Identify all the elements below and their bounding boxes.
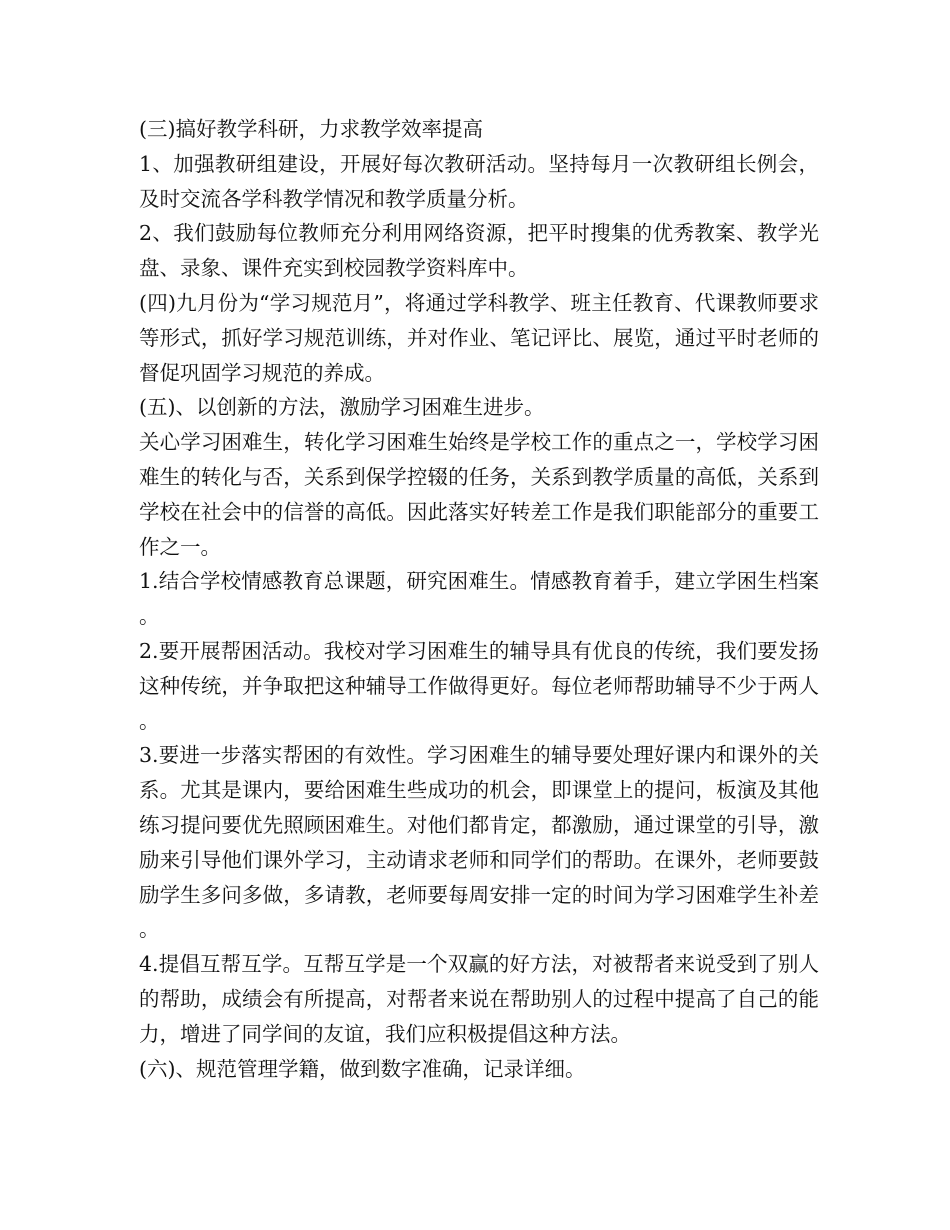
paragraph-item-1: 1、加强教研组建设，开展好每次教研活动。坚持每月一次教研组长例会，及时交流各学科教学情况和教学质量分析。 (139, 151, 819, 211)
section-heading-5: (五)、以创新的方法，激励学习困难生进步。 (139, 395, 545, 420)
section-heading-3: (三)搞好教学科研，力求教学效率提高 (139, 117, 483, 141)
paragraph-intro: 关心学习困难生，转化学习困难生始终是学校工作的重点之一，学校学习困难生的转化与否，关系到保学控辍的任务，关系到教学质量的高低，关系到学校在社会中的信誉的高低。因此落实好转差工作是我们职能部分的重要工作之一。 (139, 430, 819, 559)
paragraph-point-1: 1.结合学校情感教育总课题，研究困难生。情感教育着手，建立学困生档案。 (139, 569, 819, 629)
section-heading-4: (四)九月份为“学习规范月”，将通过学科教学、班主任教育、代课教师要求等形式，抓好学习规范训练，并对作业、笔记评比、展览，通过平时老师的督促巩固学习规范的养成。 (139, 290, 819, 385)
paragraph-item-2: 2、我们鼓励每位教师充分利用网络资源，把平时搜集的优秀教案、教学光盘、录象、课件充实到校园教学资料库中。 (139, 221, 819, 281)
paragraph-point-2: 2.要开展帮困活动。我校对学习困难生的辅导具有优良的传统，我们要发扬这种传统，并争取把这种辅导工作做得更好。每位老师帮助辅导不少于两人。 (139, 638, 819, 733)
paragraph-point-3: 3.要进一步落实帮困的有效性。学习困难生的辅导要处理好课内和课外的关系。尤其是课内，要给困难生些成功的机会，即课堂上的提问，板演及其他练习提问要优先照顾困难生。对他们都肯定，都激励，通过课堂的引导，激励来引导他们课外学习，主动请求老师和同学们的帮助。在课外，老师要鼓励学生多问多做，多请教，老师要每周安排一定的时间为学习困难学生补差。 (139, 743, 819, 942)
paragraph-point-4: 4.提倡互帮互学。互帮互学是一个双赢的好方法，对被帮者来说受到了别人的帮助，成绩会有所提高，对帮者来说在帮助别人的过程中提高了自己的能力，增进了同学间的友谊，我们应积极提倡这种方法。 (139, 952, 819, 1046)
section-heading-6: (六)、规范管理学籍，做到数字准确，记录详细。 (139, 1056, 586, 1081)
document-body (139, 112, 819, 1086)
